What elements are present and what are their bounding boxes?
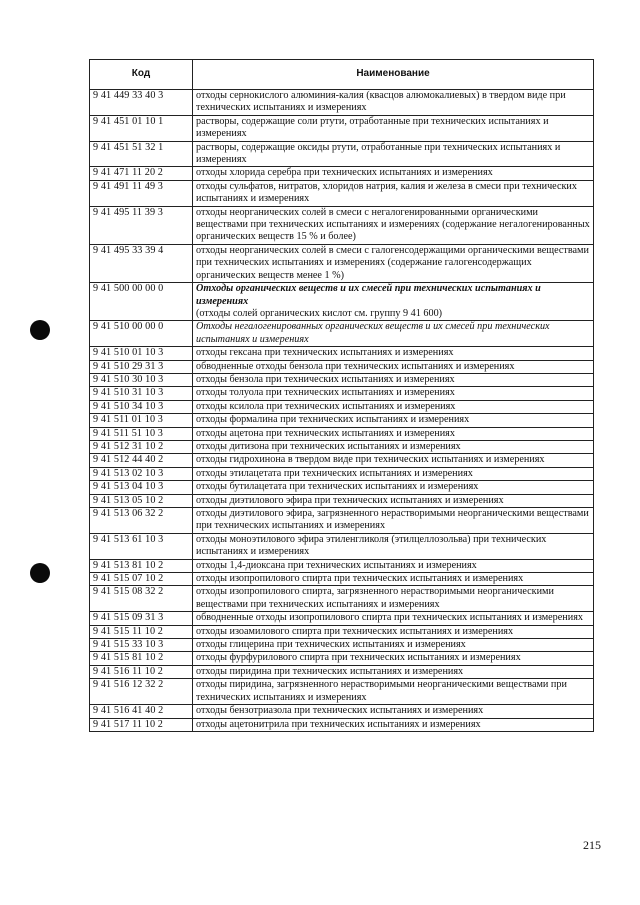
row-code: 9 41 513 81 10 2	[90, 559, 193, 572]
row-code: 9 41 511 01 10 3	[90, 414, 193, 427]
row-code: 9 41 515 33 10 3	[90, 639, 193, 652]
row-name-cell	[193, 440, 594, 453]
row-name: отходы хлорида серебра при технических испытаниях и измерениях	[196, 167, 493, 179]
row-name: отходы формалина при технических испытаниях и измерениях	[196, 414, 470, 426]
row-name: отходы сульфатов, нитратов, хлоридов натрия, калия и железа в смеси при технических испытаниях и измерениях	[196, 180, 577, 205]
row-name-cell	[193, 679, 594, 705]
row-code: 9 41 513 06 32 2	[90, 508, 193, 534]
table-row	[90, 639, 594, 652]
row-name-cell	[193, 90, 594, 116]
table-row	[90, 586, 594, 612]
table-row	[90, 679, 594, 705]
row-name-cell	[193, 625, 594, 638]
row-name-cell	[193, 639, 594, 652]
table-row	[90, 454, 594, 467]
row-code: 9 41 510 01 10 3	[90, 347, 193, 360]
table-body	[90, 90, 594, 732]
row-name-cell	[193, 244, 594, 282]
table-row	[90, 360, 594, 373]
row-code: 9 41 451 01 10 1	[90, 115, 193, 141]
row-name-cell	[193, 115, 594, 141]
row-name-cell	[193, 665, 594, 678]
table-row	[90, 573, 594, 586]
punch-hole-top	[30, 320, 50, 340]
row-name-cell	[193, 718, 594, 731]
row-code: 9 41 515 09 31 3	[90, 612, 193, 625]
row-name: отходы сернокислого алюминия-калия (квасцов алюмокалиевых) в твердом виде при технических испытаниях и измерениях	[196, 90, 566, 114]
row-name-cell	[193, 321, 594, 347]
row-code: 9 41 513 04 10 3	[90, 481, 193, 494]
row-name-cell	[193, 508, 594, 534]
row-name-cell	[193, 206, 594, 244]
row-name: отходы глицерина при технических испытаниях и измерениях	[196, 639, 466, 651]
row-name-cell	[193, 586, 594, 612]
row-code: 9 41 510 30 10 3	[90, 373, 193, 386]
table-row	[90, 440, 594, 453]
table-row	[90, 115, 594, 141]
row-code: 9 41 512 31 10 2	[90, 440, 193, 453]
table-row	[90, 508, 594, 534]
page-number: 215	[583, 838, 601, 852]
header-name: Наименование	[193, 60, 594, 90]
row-name-cell	[193, 180, 594, 206]
row-code: 9 41 511 51 10 3	[90, 427, 193, 440]
row-name: обводненные отходы изопропилового спирта при технических испытаниях и измерениях	[196, 612, 583, 624]
row-name: отходы неорганических солей в смеси с негалогенированными органическими веществами при технических испытаниях и измерениях (содержание негалогенированных органических веществ 15 % и более)	[196, 206, 590, 243]
punch-hole-bottom	[30, 563, 50, 583]
table-row	[90, 467, 594, 480]
row-name-cell	[193, 400, 594, 413]
row-code: 9 41 471 11 20 2	[90, 167, 193, 180]
row-name: отходы бензотриазола при технических испытаниях и измерениях	[196, 705, 484, 717]
row-code: 9 41 516 12 32 2	[90, 679, 193, 705]
row-code: 9 41 515 07 10 2	[90, 573, 193, 586]
row-name: обводненные отходы бензола при технических испытаниях и измерениях	[196, 360, 515, 372]
table-row	[90, 141, 594, 167]
table-row	[90, 167, 594, 180]
table-row	[90, 625, 594, 638]
row-code: 9 41 510 34 10 3	[90, 400, 193, 413]
table-row	[90, 347, 594, 360]
row-name-cell	[193, 559, 594, 572]
row-name: Отходы органических веществ и их смесей при технических испытаниях и измерениях	[196, 283, 541, 307]
row-name-cell	[193, 467, 594, 480]
row-name: отходы пиридина при технических испытаниях и измерениях	[196, 665, 464, 677]
row-name: отходы пиридина, загрязненного нерастворимыми неорганическими веществами при технических испытаниях и измерениях	[196, 679, 567, 703]
row-name: отходы дитизона при технических испытаниях и измерениях	[196, 440, 461, 452]
row-name: растворы, содержащие соли ртути, отработанные при технических испытаниях и измерениях	[196, 115, 549, 140]
row-code: 9 41 513 61 10 3	[90, 533, 193, 559]
row-code: 9 41 500 00 00 0	[90, 283, 193, 321]
row-name: отходы гексана при технических испытаниях и измерениях	[196, 347, 454, 359]
row-name: отходы диэтилового эфира при технических испытаниях и измерениях	[196, 494, 504, 506]
table-row	[90, 90, 594, 116]
row-code: 9 41 515 81 10 2	[90, 652, 193, 665]
row-name: Отходы негалогенированных органических веществ и их смесей при технических испытаниях и измерениях	[196, 321, 550, 345]
table-row	[90, 705, 594, 718]
table-row	[90, 206, 594, 244]
row-name: отходы диэтилового эфира, загрязненного нерастворимыми неорганическими веществами при технических испытаниях и измерениях	[196, 508, 589, 532]
row-code: 9 41 451 51 32 1	[90, 141, 193, 167]
row-name-cell	[193, 283, 594, 321]
table-row	[90, 373, 594, 386]
table-row	[90, 559, 594, 572]
row-name-cell	[193, 612, 594, 625]
table-row	[90, 180, 594, 206]
row-code: 9 41 510 31 10 3	[90, 387, 193, 400]
table-row	[90, 283, 594, 321]
row-name-cell	[193, 141, 594, 167]
row-code: 9 41 513 02 10 3	[90, 467, 193, 480]
row-name: отходы ацетонитрила при технических испытаниях и измерениях	[196, 718, 481, 730]
table-row	[90, 244, 594, 282]
row-name: отходы бензола при технических испытаниях и измерениях	[196, 373, 455, 385]
row-name: растворы, содержащие оксиды ртути, отработанные при технических испытаниях и измерениях	[196, 141, 561, 166]
row-name: отходы бутилацетата при технических испытаниях и измерениях	[196, 481, 479, 493]
row-name: отходы этилацетата при технических испытаниях и измерениях	[196, 467, 473, 479]
row-name: отходы ксилола при технических испытаниях и измерениях	[196, 400, 456, 412]
row-name: отходы моноэтилового эфира этиленгликоля (этилцеллозольва) при технических испытаниях и измерениях	[196, 533, 547, 558]
row-name: отходы изопропилового спирта при технических испытаниях и измерениях	[196, 573, 524, 585]
header-code: Код	[90, 60, 193, 90]
row-code: 9 41 495 11 39 3	[90, 206, 193, 244]
table-row	[90, 718, 594, 731]
row-name: отходы изопропилового спирта, загрязненного нерастворимыми неорганическими веществами при технических испытаниях и измерениях	[196, 586, 554, 610]
row-name-cell	[193, 705, 594, 718]
row-name-cell	[193, 494, 594, 507]
table-row	[90, 533, 594, 559]
row-name-cell	[193, 652, 594, 665]
row-name: отходы ацетона при технических испытаниях и измерениях	[196, 427, 455, 439]
row-name-cell	[193, 167, 594, 180]
row-name-cell	[193, 427, 594, 440]
row-code: 9 41 515 08 32 2	[90, 586, 193, 612]
row-code: 9 41 510 00 00 0	[90, 321, 193, 347]
row-note: (отходы солей органических кислот см. группу 9 41 600)	[196, 307, 443, 319]
row-name: отходы изоамилового спирта при технических испытаниях и измерениях	[196, 625, 514, 637]
table-row	[90, 612, 594, 625]
table-row	[90, 400, 594, 413]
table-row	[90, 387, 594, 400]
table-row	[90, 427, 594, 440]
row-name-cell	[193, 347, 594, 360]
row-name-cell	[193, 573, 594, 586]
table-row	[90, 481, 594, 494]
row-code: 9 41 495 33 39 4	[90, 244, 193, 282]
row-name: отходы неорганических солей в смеси с галогенсодержащими органическими веществами при технических испытаниях и измерениях (содержание галогенсодержащих органических веществ менее 1 %)	[196, 244, 589, 281]
table-row	[90, 321, 594, 347]
row-name: отходы толуола при технических испытаниях и измерениях	[196, 387, 455, 399]
row-name-cell	[193, 454, 594, 467]
row-name-cell	[193, 387, 594, 400]
row-name: отходы 1,4-диоксана при технических испытаниях и измерениях	[196, 559, 477, 571]
row-code: 9 41 516 41 40 2	[90, 705, 193, 718]
waste-classifier-table	[89, 59, 594, 732]
row-code: 9 41 517 11 10 2	[90, 718, 193, 731]
row-code: 9 41 516 11 10 2	[90, 665, 193, 678]
row-code: 9 41 449 33 40 3	[90, 90, 193, 116]
row-code: 9 41 512 44 40 2	[90, 454, 193, 467]
table-row	[90, 414, 594, 427]
row-code: 9 41 491 11 49 3	[90, 180, 193, 206]
row-code: 9 41 510 29 31 3	[90, 360, 193, 373]
table-header-row	[90, 60, 594, 90]
row-name-cell	[193, 481, 594, 494]
row-code: 9 41 515 11 10 2	[90, 625, 193, 638]
row-name-cell	[193, 533, 594, 559]
row-name-cell	[193, 414, 594, 427]
row-name: отходы гидрохинона в твердом виде при технических испытаниях и измерениях	[196, 454, 545, 466]
row-name: отходы фурфурилового спирта при технических испытаниях и измерениях	[196, 652, 521, 664]
table-row	[90, 665, 594, 678]
table-row	[90, 494, 594, 507]
row-name-cell	[193, 360, 594, 373]
row-name-cell	[193, 373, 594, 386]
row-code: 9 41 513 05 10 2	[90, 494, 193, 507]
table-row	[90, 652, 594, 665]
